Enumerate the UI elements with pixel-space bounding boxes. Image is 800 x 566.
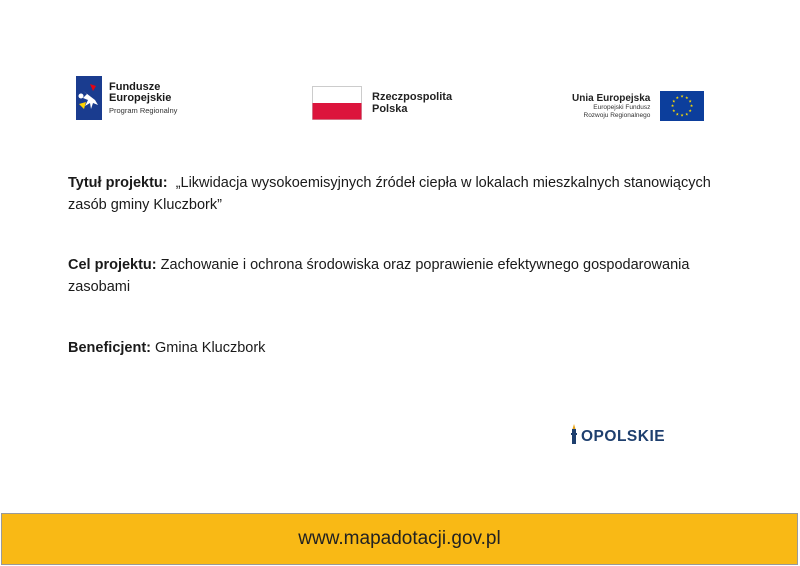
unia-line1: Unia Europejska [572,92,651,104]
unia-line2: Europejski Fundusz [593,104,651,112]
eu-star-icon: ★ [685,111,689,117]
eu-flag-icon [660,91,704,121]
fundusze-europejskie-icon [76,76,102,120]
tower-icon [570,424,578,444]
project-goal-label: Cel projektu: [68,257,157,273]
eu-star-icon: ★ [672,107,676,113]
eu-star-icon: ★ [690,103,694,109]
rzeczpospolita-line2: Polska [372,103,408,115]
eu-star-icon: ★ [671,103,675,109]
polish-flag-icon [312,86,362,120]
footer-banner [1,513,798,565]
eu-star-icon: ★ [688,98,693,104]
eu-star-icon: ★ [685,94,689,100]
eu-star-icon: ★ [680,93,685,99]
project-goal-value: Zachowanie i ochrona środowiska oraz poprawienie efektywnego gospodarowania zasobami [68,257,690,295]
opolskie-logo [570,424,665,444]
eu-star-icon: ★ [672,98,676,104]
fundusze-line1: Fundusze [109,80,161,93]
footer-url-link[interactable]: www.mapadotacji.gov.pl [298,528,501,549]
project-title-value: „Likwidacja wysokoemisyjnych źródeł ciepła w lokalach mieszkalnych stanowiących zasób gminy Kluczbork” [68,175,711,213]
rzeczpospolita-line1: Rzeczpospolita [372,90,453,103]
beneficiary-paragraph [68,337,728,359]
unia-europejska-logo [572,91,704,121]
fundusze-line3: Program Regionalny [109,105,178,115]
eu-star-icon: ★ [675,111,680,117]
rzeczpospolita-polska-logo [312,86,452,120]
eu-star-icon: ★ [675,94,680,100]
eu-star-icon: ★ [680,112,685,118]
beneficiary-label: Beneficjent: [68,340,151,356]
project-title-label: Tytuł projektu: [68,175,168,191]
eu-star-icon: ★ [688,107,693,113]
unia-line3: Rozwoju Regionalnego [583,111,651,119]
opolskie-text: OPOLSKIE [581,427,666,445]
fundusze-line2: Europejskie [109,92,172,105]
beneficiary-value: Gmina Kluczbork [155,340,266,356]
project-title-paragraph [68,172,728,216]
fundusze-europejskie-logo [76,76,177,120]
project-goal-paragraph [68,254,728,298]
